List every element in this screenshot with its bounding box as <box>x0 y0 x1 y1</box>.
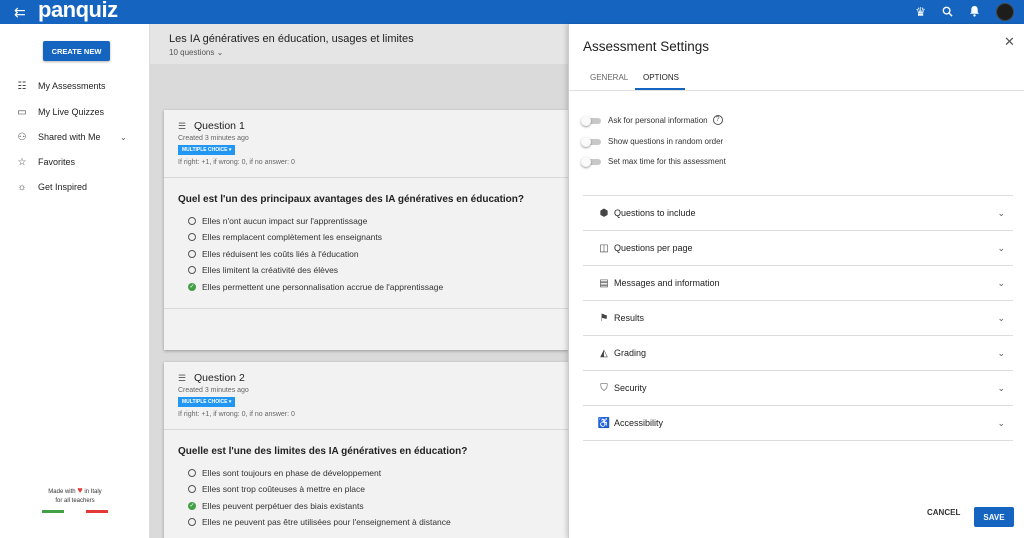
section-accessibility[interactable] <box>583 406 1013 441</box>
answer-option <box>188 215 367 227</box>
answer-option-correct <box>188 500 364 512</box>
question-title: Question 2 <box>194 372 245 384</box>
divider <box>164 429 568 430</box>
question-created: Created 3 minutes ago <box>178 135 249 142</box>
question-type-badge[interactable] <box>178 145 235 155</box>
chevron-down-icon: ⌄ <box>216 48 224 57</box>
divider <box>164 177 568 178</box>
section-label: Results <box>614 313 645 323</box>
assessment-title[interactable]: Les IA génératives en éducation, usages et limites <box>169 33 414 45</box>
question-type-label: MULTIPLE CHOICE <box>182 147 228 153</box>
toggle-max-time[interactable] <box>581 155 726 167</box>
switch[interactable] <box>581 116 603 125</box>
switch[interactable] <box>581 137 603 146</box>
cancel-button[interactable]: CANCEL <box>927 508 961 517</box>
accessibility-icon: ♿ <box>597 417 611 429</box>
create-new-button[interactable]: CREATE NEW <box>43 41 110 61</box>
section-security[interactable] <box>583 371 1013 406</box>
star-icon: ☆ <box>17 156 27 168</box>
divider <box>164 308 568 309</box>
question-count-dropdown[interactable] <box>169 48 223 57</box>
chevron-down-icon: ⌄ <box>997 347 1005 358</box>
toggle-label: Ask for personal information <box>608 115 708 125</box>
help-icon[interactable]: ? <box>713 115 723 125</box>
radio-icon <box>188 485 196 493</box>
avatar[interactable] <box>996 3 1014 21</box>
answer-text: Elles remplacent complètement les enseignants <box>202 232 383 242</box>
answer-text: Elles n'ont aucun impact sur l'apprentissage <box>202 216 368 226</box>
toggle-label: Set max time for this assessment <box>608 156 726 166</box>
footer-credit <box>0 486 150 506</box>
answer-option <box>188 231 382 243</box>
section-results[interactable] <box>583 301 1013 336</box>
answer-text: Elles sont toujours en phase de développement <box>202 468 382 478</box>
toggle-label: Show questions in random order <box>608 136 724 146</box>
section-label: Grading <box>614 348 647 358</box>
section-label: Security <box>614 383 647 393</box>
answer-text: Elles permettent une personnalisation accrue de l'apprentissage <box>202 282 444 292</box>
radio-icon <box>188 217 196 225</box>
answer-text: Elles sont trop coûteuses à mettre en place <box>202 484 366 494</box>
chevron-down-icon: ▾ <box>228 147 232 153</box>
chevron-down-icon: ⌄ <box>997 312 1005 323</box>
toggle-random-order[interactable] <box>581 135 723 147</box>
question-type-badge[interactable] <box>178 397 235 407</box>
monitor-icon: ▭ <box>17 106 27 118</box>
assessment-settings-panel <box>568 24 1024 538</box>
sidebar-item-my-assessments[interactable] <box>14 78 106 94</box>
chevron-down-icon: ⌄ <box>997 417 1005 428</box>
sidebar-item-label: Shared with Me <box>38 132 101 142</box>
toggle-personal-info[interactable] <box>581 114 723 126</box>
divider <box>569 90 1024 91</box>
answer-text: Elles limitent la créativité des élèves <box>202 265 339 275</box>
italy-flag <box>42 510 108 513</box>
question-title: Question 1 <box>194 120 245 132</box>
question-type-label: MULTIPLE CHOICE <box>182 399 228 405</box>
chevron-down-icon: ▾ <box>228 399 232 405</box>
section-questions-per-page[interactable] <box>583 231 1013 266</box>
answer-option <box>188 248 359 260</box>
answer-option <box>188 483 365 495</box>
check-circle-icon: ✓ <box>189 503 195 509</box>
heart-icon: ♥ <box>77 485 83 495</box>
sidebar-item-label: Favorites <box>38 157 76 167</box>
top-actions <box>915 0 1014 24</box>
answer-text: Elles peuvent perpétuer des biais existants <box>202 501 364 511</box>
sidebar-item-label: My Live Quizzes <box>38 107 105 117</box>
radio-icon <box>188 469 196 477</box>
drag-handle-icon[interactable]: ☰ <box>178 373 187 383</box>
section-label: Messages and information <box>614 278 720 288</box>
sidebar-item-shared-with-me[interactable] <box>14 129 127 145</box>
question-card[interactable] <box>164 110 568 350</box>
chevron-down-icon: ⌄ <box>997 277 1005 288</box>
answer-option <box>188 467 381 479</box>
search-icon[interactable] <box>942 6 953 19</box>
shield-icon: ⛉ <box>600 382 608 394</box>
question-scoring: If right: +1, if wrong: 0, if no answer: 0 <box>178 411 295 418</box>
graduation-cap-icon: ◭ <box>600 347 608 359</box>
sidebar-item-get-inspired[interactable] <box>14 179 87 195</box>
question-created: Created 3 minutes ago <box>178 387 249 394</box>
close-icon[interactable]: ✕ <box>1004 34 1015 49</box>
question-text: Quel est l'un des principaux avantages des IA génératives en éducation? <box>178 194 525 205</box>
radio-icon <box>188 518 196 526</box>
chevron-down-icon: ⌄ <box>997 242 1005 253</box>
top-app-bar <box>0 0 1024 24</box>
cube-icon: ⬢ <box>599 207 609 219</box>
answer-option <box>188 264 338 276</box>
answer-option <box>188 516 451 528</box>
tab-options[interactable]: OPTIONS <box>643 73 680 82</box>
footer-made-text: Made with <box>48 489 76 495</box>
section-label: Questions to include <box>614 208 696 218</box>
radio-icon <box>188 233 196 241</box>
message-icon: ▤ <box>599 277 609 289</box>
question-count: 10 questions <box>169 48 215 57</box>
footer-teachers-text: for all teachers <box>55 498 95 504</box>
tab-general[interactable]: GENERAL <box>590 73 629 82</box>
section-messages-and-information[interactable] <box>583 266 1013 301</box>
assessment-editor <box>150 24 568 538</box>
bell-icon[interactable] <box>969 5 980 19</box>
question-text: Quelle est l'une des limites des IA génératives en éducation? <box>178 446 468 457</box>
question-card[interactable] <box>164 362 568 538</box>
crown-icon[interactable]: ♛ <box>915 5 926 19</box>
sidebar-item-label: My Assessments <box>38 81 106 91</box>
radio-icon <box>188 266 196 274</box>
assessment-header <box>150 24 568 64</box>
answer-option-correct <box>188 281 443 293</box>
chevron-down-icon: ⌄ <box>997 382 1005 393</box>
radio-icon <box>188 250 196 258</box>
section-label: Questions per page <box>614 243 693 253</box>
sidebar-item-my-live-quizzes[interactable] <box>14 104 104 120</box>
collapse-menu-icon[interactable]: ⇇ <box>14 4 26 20</box>
list-check-icon: ☷ <box>17 80 27 92</box>
flag-icon: ⚑ <box>599 312 609 324</box>
panel-title: Assessment Settings <box>583 39 710 54</box>
section-label: Accessibility <box>614 418 664 428</box>
answer-text: Elles réduisent les coûts liés à l'éducation <box>202 249 359 259</box>
section-grading[interactable] <box>583 336 1013 371</box>
section-questions-to-include[interactable] <box>583 196 1013 231</box>
logo[interactable]: panquiz <box>38 0 118 22</box>
save-button[interactable]: SAVE <box>974 507 1014 527</box>
question-scoring: If right: +1, if wrong: 0, if no answer: 0 <box>178 159 295 166</box>
chevron-down-icon: ⌄ <box>120 132 127 142</box>
lightbulb-icon: ☼ <box>17 181 27 193</box>
footer-italy-text: in Italy <box>84 489 102 495</box>
answer-text: Elles ne peuvent pas être utilisées pour l'enseignement à distance <box>202 517 451 527</box>
sidebar-item-label: Get Inspired <box>38 182 88 192</box>
sidebar-item-favorites[interactable] <box>14 154 75 170</box>
shared-icon: ⚇ <box>17 131 27 143</box>
drag-handle-icon[interactable]: ☰ <box>178 121 187 131</box>
chevron-down-icon: ⌄ <box>997 207 1005 218</box>
switch[interactable] <box>581 157 603 166</box>
page-layout-icon: ◫ <box>599 242 609 254</box>
check-circle-icon: ✓ <box>189 284 195 290</box>
sidebar <box>0 24 150 538</box>
